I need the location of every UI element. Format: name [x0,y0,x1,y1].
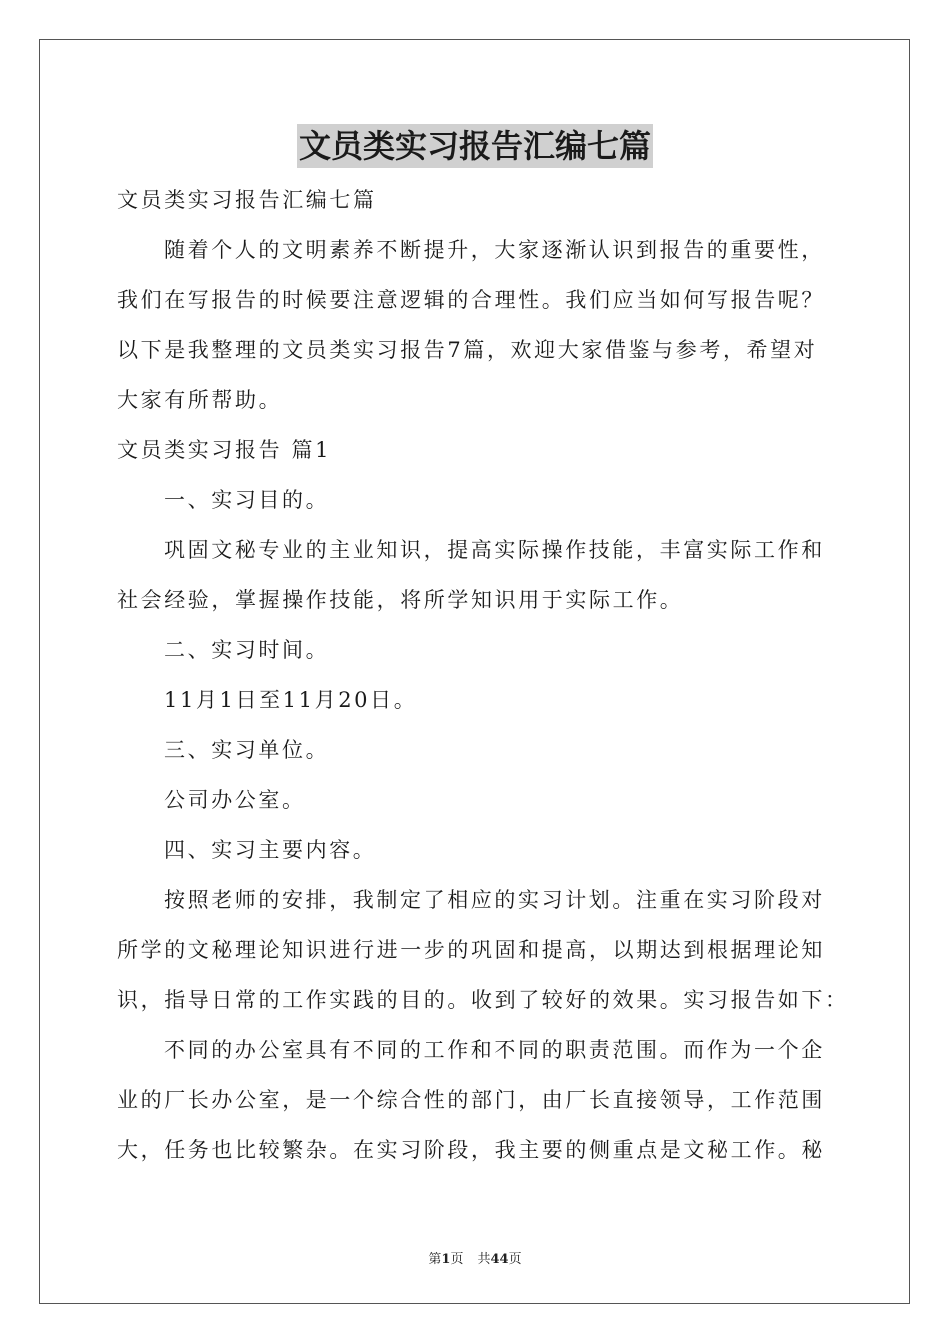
text-line: 三、实习单位。 [164,738,330,762]
current-page-number: 1 [441,1252,451,1267]
text-line: 我们在写报告的时候要注意逻辑的合理性。我们应当如何写报告呢？ [117,288,825,312]
document-body [117,175,849,1175]
page-prefix: 第 [428,1252,442,1267]
text-line: 不同的办公室具有不同的工作和不同的职责范围。而作为一个企 [164,1038,825,1062]
text-line: 所学的文秘理论知识进行进一步的巩固和提高，以期达到根据理论知 [117,938,825,962]
total-suffix: 页 [508,1252,522,1267]
text-line: 巩固文秘专业的主业知识，提高实际操作技能，丰富实际工作和 [164,538,825,562]
total-prefix: 共 [477,1252,491,1267]
text-line: 11月1日至11月20日。 [164,688,418,712]
text-line: 识，指导日常的工作实践的目的。收到了较好的效果。实习报告如下： [117,988,849,1012]
text-line: 业的厂长办公室，是一个综合性的部门，由厂长直接领导，工作范围 [117,1088,825,1112]
text-line: 按照老师的安排，我制定了相应的实习计划。注重在实习阶段对 [164,888,825,912]
text-line: 二、实习时间。 [164,638,330,662]
text-line: 文员类实习报告汇编七篇 [117,188,377,212]
text-line: 社会经验，掌握操作技能，将所学知识用于实际工作。 [117,588,684,612]
text-line: 文员类实习报告 篇1 [117,438,332,462]
text-line: 以下是我整理的文员类实习报告7篇，欢迎大家借鉴与参考，希望对 [117,338,818,362]
document-title: 文员类实习报告汇编七篇 [297,124,653,168]
text-line: 一、实习目的。 [164,488,330,512]
text-line: 公司办公室。 [164,788,306,812]
text-line: 大，任务也比较繁杂。在实习阶段，我主要的侧重点是文秘工作。秘 [117,1138,825,1162]
title-container [0,124,950,168]
text-line: 大家有所帮助。 [117,388,283,412]
page-footer [0,1248,950,1267]
text-line: 四、实习主要内容。 [164,838,377,862]
total-page-count: 44 [490,1252,509,1267]
page-suffix: 页 [450,1252,464,1267]
text-line: 随着个人的文明素养不断提升，大家逐渐认识到报告的重要性， [164,238,825,262]
